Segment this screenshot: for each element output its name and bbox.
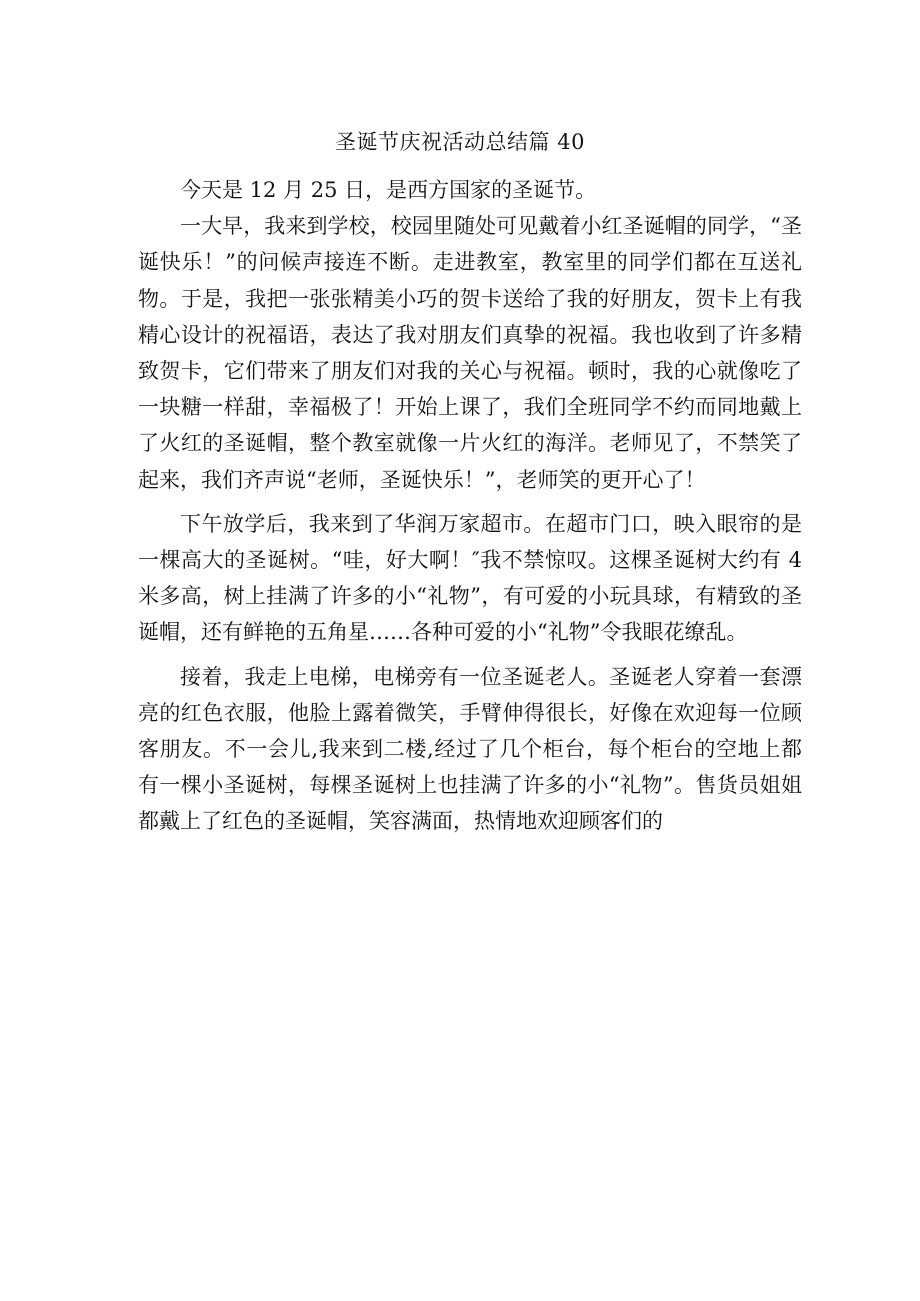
paragraph-2: 一大早，我来到学校，校园里随处可见戴着小红圣诞帽的同学，“圣诞快乐！”的问候声接连不断。走进教室，教室里的同学们都在互送礼物。于是，我把一张张精美小巧的贺卡送给了我的好朋友，贺卡上有我精心设计的祝福语，表达了我对朋友们真挚的祝福。我也收到了许多精致贺卡，它们带来了朋友们对我的关心与祝福。顿时，我的心就像吃了一块糖一样甜，幸福极了！开始上课了，我们全班同学不约而同地戴上了火红的圣诞帽，整个教室就像一片火红的海洋。老师见了，不禁笑了起来，我们齐声说“老师，圣诞快乐！”，老师笑的更开心了！ xyxy=(138,214,802,492)
document-title: 圣诞节庆祝活动总结篇 40 xyxy=(335,130,585,154)
paragraph-1: 今天是 12 月 25 日，是西方国家的圣诞节。 xyxy=(180,178,597,202)
paragraph-4: 接着，我走上电梯，电梯旁有一位圣诞老人。圣诞老人穿着一套漂亮的红色衣服，他脸上露着微笑，手臂伸得很长，好像在欢迎每一位顾客朋友。不一会儿,我来到二楼,经过了几个柜台，每个柜台的空地上都有一棵小圣诞树，每棵圣诞树上也挂满了许多的小“礼物”。售货员姐姐都戴上了红色的圣诞帽，笑容满面，热情地欢迎顾客们的 xyxy=(138,664,802,834)
paragraph-3: 下午放学后，我来到了华润万家超市。在超市门口，映入眼帘的是一棵高大的圣诞树。“哇，好大啊！″我不禁惊叹。这棵圣诞树大约有 4 米多高，树上挂满了许多的小“礼物”，有可爱的小玩具球，有精致的圣诞帽，还有鲜艳的五角星……各种可爱的小“礼物”令我眼花缭乱。 xyxy=(138,511,802,645)
document-body xyxy=(138,172,802,840)
